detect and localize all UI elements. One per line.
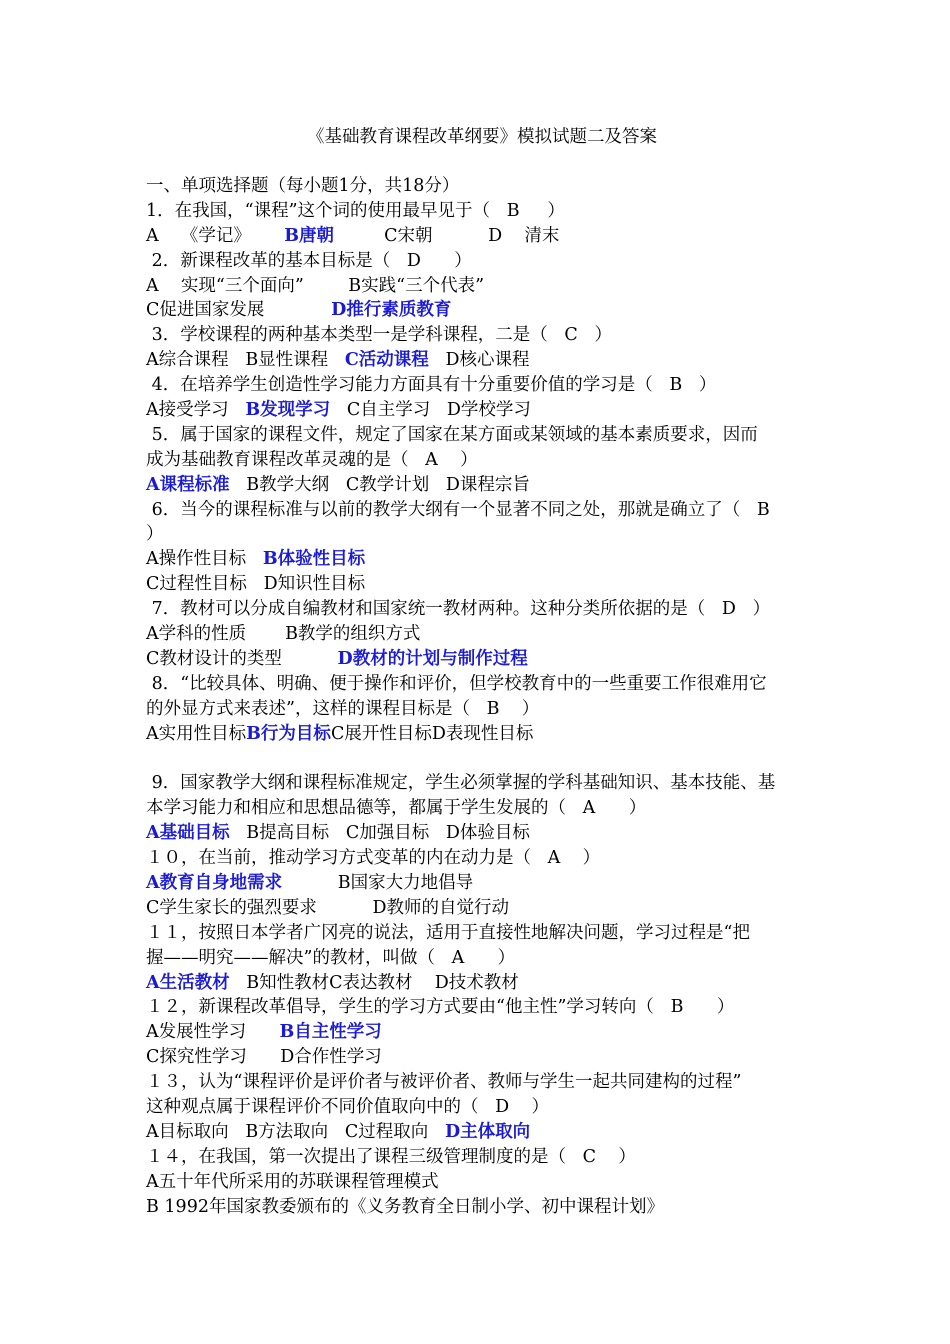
text-line: A 实现“三个面向” B实践“三个代表” (146, 275, 485, 296)
text-line: 1．在我国，“课程”这个词的使用最早见于（ B ） (146, 200, 565, 221)
text-line: 6．当今的课程标准与以前的教学大纲有一个显著不同之处，那就是确立了（ B (146, 499, 770, 520)
answer-option: B唐朝 (284, 225, 335, 246)
question-list (146, 199, 814, 1220)
text-line: １２，新课程改革倡导，学生的学习方式要由“他主性”学习转向（ B ） (146, 997, 735, 1018)
text-line: A学科的性质 B教学的组织方式 (146, 624, 421, 645)
text-line (146, 298, 814, 323)
text-line: 5．属于国家的课程文件，规定了国家在某方面或某领域的基本素质要求，因而 (146, 424, 758, 445)
text-line: 9．国家教学大纲和课程标准规定，学生必须掌握的学科基础知识、基本技能、基 (146, 773, 776, 794)
document-title: 《基础教育课程改革纲要》模拟试题二及答案 (307, 127, 657, 147)
option-text: C自主学习 D学校学习 (330, 400, 531, 421)
section-heading: 一、单项选择题（每小题1分，共18分） (146, 176, 460, 196)
document-body (146, 174, 814, 1219)
text-line (146, 647, 814, 672)
option-text: C展开性目标D表现性目标 (330, 723, 534, 744)
option-text: A接受学习 (146, 400, 246, 421)
answer-option: C活动课程 (344, 350, 429, 371)
text-line: １０，在当前，推动学习方式变革的内在动力是（ A ） (146, 848, 601, 869)
text-line: ） (146, 524, 164, 545)
text-line: １３，认为“课程评价是评价者与被评价者、教师与学生一起共同建构的过程” (146, 1072, 742, 1093)
option-text: B提高目标 C加强目标 D体验目标 (229, 823, 530, 844)
text-line: 8．“比较具体、明确、便于操作和评价，但学校教育中的一些重要工作很难用它 (146, 673, 767, 694)
text-line: 4．在培养学生创造性学习能力方面具有十分重要价值的学习是（ B ） (146, 375, 717, 396)
option-text: B国家大力地倡导 (282, 872, 474, 893)
answer-option: A基础目标 (146, 823, 230, 844)
text-line: 7．教材可以分成自编教材和国家统一教材两种。这种分类所依据的是（ D ） (146, 599, 771, 620)
option-text: A实用性目标 (146, 723, 247, 744)
text-line (146, 1020, 814, 1045)
answer-option: D推行素质教育 (331, 300, 452, 321)
text-line: 2．新课程改革的基本目标是（ D ） (146, 250, 472, 271)
text-line (146, 722, 814, 747)
text-line (146, 398, 814, 423)
text-line: C探究性学习 D合作性学习 (146, 1047, 382, 1068)
text-line (146, 473, 814, 498)
answer-option: D主体取向 (444, 1121, 531, 1142)
option-text: A发展性学习 (146, 1022, 280, 1043)
text-line: 成为基础教育课程改革灵魂的是（ A ） (146, 449, 478, 470)
option-text: D核心课程 (428, 350, 530, 371)
text-line (146, 821, 814, 846)
option-text: B知性教材C表达教材 D技术教材 (229, 972, 519, 993)
option-text: B教学大纲 C教学计划 D课程宗旨 (229, 474, 530, 495)
text-line: C学生家长的强烈要求 D教师的自觉行动 (146, 897, 510, 918)
option-text: A操作性目标 (146, 549, 263, 570)
text-line (146, 871, 814, 896)
option-text: A综合课程 B显性课程 (146, 350, 345, 371)
text-line: 3．学校课程的两种基本类型一是学科课程，二是（ C ） (146, 325, 612, 346)
text-line (146, 224, 814, 249)
option-text: C促进国家发展 (146, 300, 332, 321)
text-line: １４，在我国，第一次提出了课程三级管理制度的是（ C ） (146, 1146, 636, 1167)
option-text: A目标取向 B方法取向 C过程取向 (146, 1121, 445, 1142)
text-line (146, 971, 814, 996)
answer-option: D教材的计划与制作过程 (337, 648, 528, 669)
answer-option: A课程标准 (146, 474, 230, 495)
answer-option: B体验性目标 (262, 549, 366, 570)
text-line (146, 348, 814, 373)
text-line: 握——明究——解决”的教材，叫做（ A ） (146, 947, 516, 968)
option-text: C宋朝 D 清末 (334, 225, 560, 246)
option-text: C教材设计的类型 (146, 648, 338, 669)
text-line: １１，按照日本学者广冈亮的说法，适用于直接性地解决问题，学习过程是“把 (146, 922, 750, 943)
text-line: B 1992年国家教委颁布的《义务教育全日制小学、初中课程计划》 (146, 1196, 664, 1217)
text-line: A五十年代所采用的苏联课程管理模式 (146, 1171, 439, 1192)
answer-option: A教育自身地需求 (146, 872, 283, 893)
text-line: 的外显方式来表述”，这样的课程目标是（ B ） (146, 698, 540, 719)
text-line (146, 746, 814, 771)
text-line: C过程性目标 D知识性目标 (146, 574, 366, 595)
text-line: 本学习能力和相应和思想品德等，都属于学生发展的（ A ） (146, 798, 647, 819)
text-line (146, 1120, 814, 1145)
answer-option: B行为目标 (246, 723, 331, 744)
option-text: A 《学记》 (146, 225, 285, 246)
answer-option: B发现学习 (245, 400, 331, 421)
text-line: 这种观点属于课程评价不同价值取向中的（ D ） (146, 1096, 549, 1117)
answer-option: A生活教材 (146, 972, 230, 993)
answer-option: B自主性学习 (279, 1022, 382, 1043)
text-line (146, 547, 814, 572)
